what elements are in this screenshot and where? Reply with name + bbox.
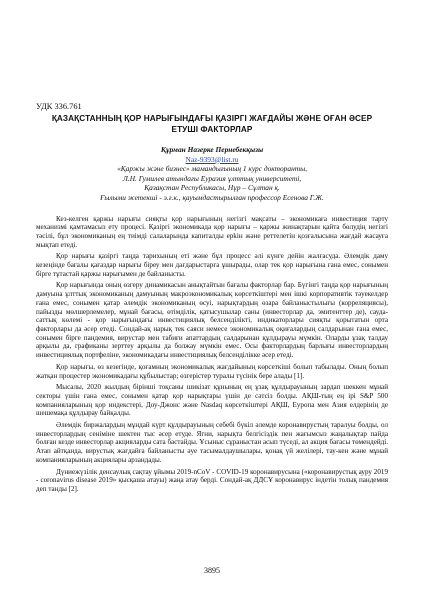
page-number: 3895 [204, 566, 220, 575]
article-title-line-1: ҚАЗАҚСТАННЫҢ ҚОР НАРЫҒЫНДАҒЫ ҚАЗІРГІ ЖАҒДАЙЫ ЖӘНЕ ОҒАН ӘСЕР [51, 114, 373, 123]
body-paragraph-5: Мысалы, 2020 жылдың бірінші тоқсаны шикізат құнының ең ұзақ құлдырауының зардап шеккен мұнай секторы үшін ғана емес, сонымен қатар қор нарықтары үшін де сәтсіз болды. АҚШ-тың ең ірі S&P 500 компанияларының қор индекстері, Доу-Джонс және Nasdaq көрсеткіштері АҚШ, Еуропа мен Азия елдерінің де шешемақа құлдырау байқалды. [36, 383, 388, 418]
body-paragraph-7: Дүниежүзілік денсаулық сақтау ұйымы 2019-nCoV - COVID-19 коронавирусына («коронавирустық ауру 2019 - coronavirus disease 2019» қысқаша атауы) жаңа атау берді. Сондай-ақ ДДСҰ коронавирус індетін толық пандемия деп танды [2]. [36, 467, 388, 493]
article-body [36, 215, 388, 494]
article-title [36, 113, 388, 135]
author-block [36, 145, 388, 203]
body-paragraph-3: Қор нарығында оның өзгеру динамикасын анықтайтын бағалы факторлар бар. Бүгінгі таңда қор нарығының дамуына ұлттық экономиканың дамуының макроэкономикалық көрсеткіштері мен ішкі корпоративтік тәуекелдер ғана емес, сонымен қатар әлемдік экономиканың өсуі, нарықтардың өзара байланыстылығы (корреляциясы), пайызды мөлшерлемелер, мұнай бағасы, өтімділік, қатысушылар саны (инвесторлар да, эмитенттер де), сауда-саттық көлемі - қор нарығындағы инвестициялық белсенділікті, индикаторлары сияқты қорытатын орта факторлары да әсер етеді. Сондай-ақ нарық тек саяси немесе экономикалық оқиғалардың салдарынан ғана емес, сонымен бірге пандемия, вирустар мен табиғи апаттардың салдарынан құлдырауы мүмкін. Оларды ұзақ талдау арқылы да, графиканы зерттеу арқылы да болжау мүмкін емес. Осы факторлардың барлығы инвесторлардың инвестициялық портфеліне, экономикадағы инвестициялық белсенділікке әсер етеді. [36, 281, 388, 360]
body-paragraph-2: Қор нарығы қазіргі таңда тарихының еті және бұл процесс әлі күнге дейін жалғасуда. Әлемдік даму кезеңінде бағалы қағаздар нарығы біреу мен дағдарыстарға ұшырады, олар тек қор нарығына ғана емес, сонымен бірге тұтастай қаржы нарығымен де байланысты. [36, 252, 388, 278]
body-paragraph-6: Әлемдік биржалардың мұндай күрт құлдырауының себебі бүкіл әлемде коронавирустың таралуы болды, ол инвесторлардың сеніміне шектен тыс әсер етуде. Ягни, нарықта белгісіздік пен жағымсыз жаңалықтар пайда болған кезде инвесторлар акцияларды сата бастайды. Ұсыныс сұраныстан асып түседі, ал акция бағасы төмендейді. Атап айтқанда, вирустық жағдайға байланысты әуе тасымалдаушылары, қонақ үй желілері, тау-кен және мұнай компанияларының акциялары арзандады. [36, 421, 388, 464]
affiliation-line-3: Қазақстан Республикасы, Нұр – Сұлтан қ. [144, 183, 280, 193]
author-email-link[interactable]: Naz-9393@list.ru [185, 154, 239, 164]
udc-code: УДК 336.761 [36, 102, 82, 111]
body-paragraph-4: Қор нарығы, өз кезегінде, қоғамның экономикалық жағдайының көрсеткіші болып табылады. Оның болып жатқан процестер экономикадағы құбылыстар; өзгерістер туралы түсінік бере алады [1]. [36, 362, 388, 380]
article [36, 102, 388, 497]
affiliation-line-2: Л.Н. Гумилев атындағы Еуразия ұлттық университеті, [122, 173, 302, 183]
affiliation-line-1: «Қаржы және бизнес» мамандығының 1 курс докторанты, [117, 164, 307, 174]
article-title-line-2: ЕТУШІ ФАКТОРЛАР [171, 125, 253, 134]
body-paragraph-1: Кез-келген қаржы нарығы сияқты қор нарығының негізгі мақсаты – экономикаға инвестиция тарту механизмі қамтамасыз ету процесі. Қазіргі экономикада қор нарығы – қаржы жинақтарын қайта бөлудің негізгі тәсілі, бұл экономиканың ең тиімді салаларында капиталды ерkін және реттелетін қозғалысына жағдай жасауға мықтап етеді. [36, 214, 388, 249]
supervisor-line: Ғылыми жетекші - э.ғ.к., қауымдастырылған профессор Есенова Г.Ж. [100, 192, 324, 202]
author-name: Құрман Назерке Пернебекқызы [160, 145, 264, 154]
